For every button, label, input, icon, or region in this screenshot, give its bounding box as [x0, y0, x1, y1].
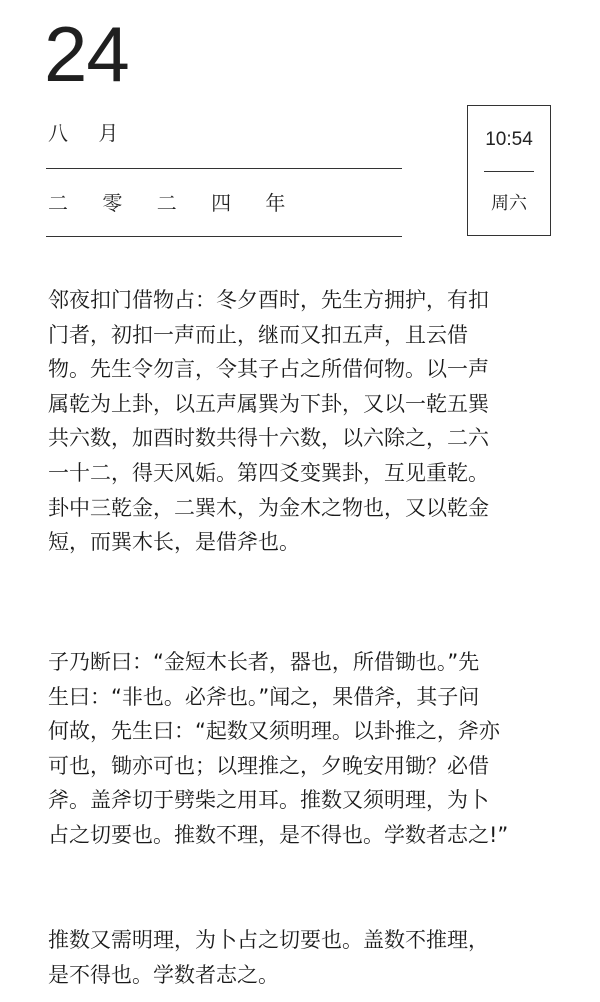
- text-line: 子乃断曰：“金短木长者，器也，所借锄也。”先: [48, 650, 480, 674]
- paragraph-conclusion: [48, 923, 568, 992]
- text-line: 短，而巽木长，是借斧也。: [48, 530, 300, 555]
- divider-year: [46, 236, 402, 237]
- text-line: 斧。盖斧切于劈柴之用耳。推数又须明理，为卜: [48, 788, 489, 813]
- text-line: 生曰：“非也。必斧也。”闻之，果借斧，其子问: [48, 684, 480, 709]
- text-line: 推数又需明理，为卜占之切要也。盖数不推理，: [48, 928, 489, 952]
- text-line: 共六数，加酉时数共得十六数，以六除之，二六: [48, 426, 489, 451]
- text-line: 邻夜扣门借物占：冬夕酉时，先生方拥护，有扣: [48, 288, 489, 312]
- divider-month: [46, 168, 402, 169]
- text-line: 门者，初扣一声而止，继而又扣五声，且云借: [48, 322, 468, 347]
- text-line: 占之切要也。推数不理，是不得也。学数者志之!”: [48, 822, 509, 847]
- clock-box: [467, 105, 551, 236]
- text-line: 是不得也。学数者志之。: [48, 962, 279, 987]
- clock-divider: [484, 171, 534, 172]
- text-line: 何故，先生曰：“起数又须明理。以卦推之，斧亦: [48, 719, 500, 744]
- clock-time: 10:54: [485, 129, 533, 150]
- date-day: 24: [44, 10, 129, 98]
- text-line: 属乾为上卦，以五声属巽为下卦，又以一乾五巽: [48, 391, 489, 416]
- date-year: 二 零 二 四 年: [48, 191, 300, 215]
- text-line: 卦中三乾金，二巽木，为金木之物也，又以乾金: [48, 495, 489, 520]
- text-line: 物。先生令勿言，令其子占之所借何物。以一声: [48, 357, 489, 382]
- text-line: 可也，锄亦可也；以理推之，夕晚安用锄？必借: [48, 753, 489, 778]
- date-month: 八 月: [48, 121, 131, 145]
- clock-weekday: 周六: [491, 193, 527, 214]
- paragraph-story: [48, 283, 568, 560]
- text-line: 一十二，得天风姤。第四爻变巽卦，互见重乾。: [48, 460, 489, 485]
- paragraph-judgement: [48, 645, 568, 853]
